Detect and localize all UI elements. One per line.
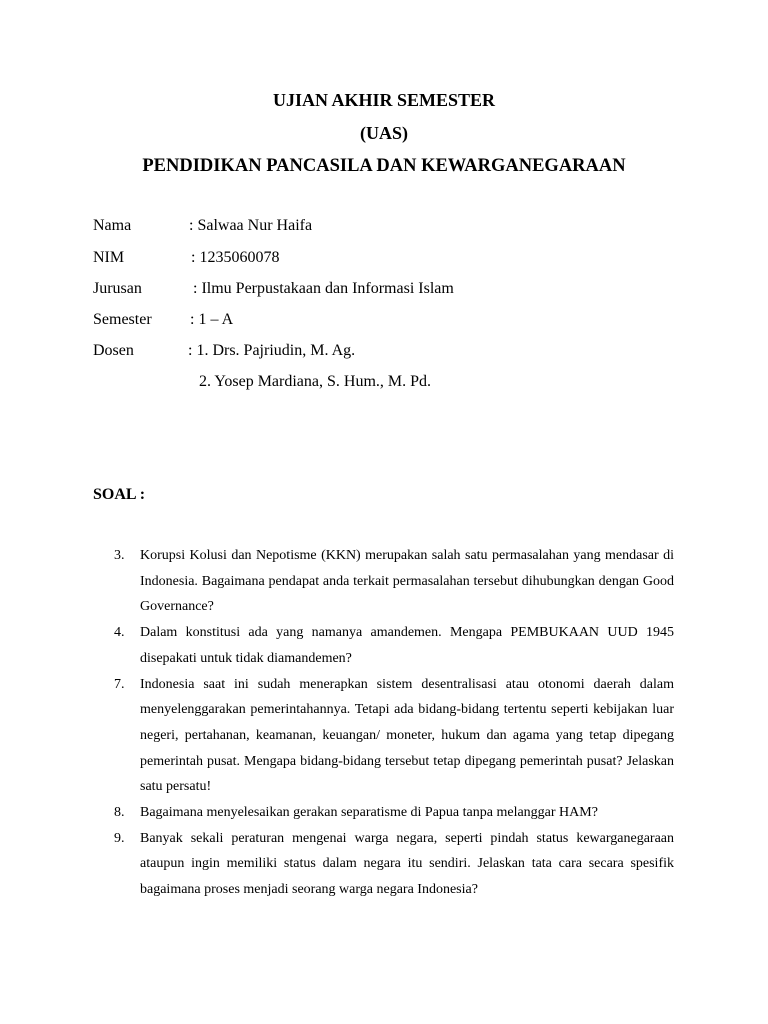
- question-text: Indonesia saat ini sudah menerapkan sistem desentralisasi atau otonomi daerah dalam menyelenggarakan pemerintahannya. Tetapi ada bidang-bidang tertentu seperti kebijakan luar negeri, pertahanan, keamanan, keuangan/ moneter, hukum dan agama yang tetap dipegang pemerintah pusat. Mengapa bidang-bidang tersebut tetap dipegang pemerintah pusat? Jelaskan satu persatu!: [140, 676, 674, 795]
- question-number: 9.: [114, 830, 125, 846]
- lecturer-label: Dosen: [93, 342, 134, 359]
- major-label: Jurusan: [93, 280, 142, 297]
- question-text: Dalam konstitusi ada yang namanya amandemen. Mengapa PEMBUKAAN UUD 1945 disepakati untuk tidak diamandemen?: [140, 625, 674, 666]
- question-item: [114, 800, 674, 826]
- question-item: [114, 672, 674, 801]
- exam-abbreviation: (UAS): [360, 123, 408, 143]
- nim-label: NIM: [93, 249, 125, 266]
- exam-title: UJIAN AKHIR SEMESTER: [272, 90, 496, 110]
- question-number: 3.: [114, 548, 125, 563]
- question-text: Korupsi Kolusi dan Nepotisme (KKN) merupakan salah satu permasalahan yang mendasar di Indonesia. Bagaimana pendapat anda terkait permasalahan tersebut dihubungkan dengan Good Governance?: [140, 548, 674, 615]
- name-label: Nama: [93, 217, 132, 234]
- name-value: : Salwaa Nur Haifa: [189, 217, 313, 234]
- question-text: Banyak sekali peraturan mengenai warga negara, seperti pindah status kewarganegaraan ataupun ingin memiliki status dalam negara itu sendiri. Jelaskan tata cara secara spesifik bagaimana proses menjadi seorang warga negara Indonesia?: [140, 830, 674, 898]
- lecturer-value-1: : 1. Drs. Pajriudin, M. Ag.: [188, 342, 356, 359]
- nim-value: : 1235060078: [191, 249, 280, 266]
- lecturer-value-2: 2. Yosep Mardiana, S. Hum., M. Pd.: [199, 373, 432, 390]
- semester-value: : 1 – A: [190, 311, 234, 328]
- course-title: PENDIDIKAN PANCASILA DAN KEWARGANEGARAAN: [142, 156, 626, 176]
- question-item: [114, 826, 674, 903]
- question-item: [114, 620, 674, 671]
- question-number: 4.: [114, 625, 125, 641]
- question-number: 8.: [114, 805, 125, 821]
- semester-label: Semester: [93, 311, 152, 328]
- question-item: [114, 543, 674, 620]
- question-text: Bagaimana menyelesaikan gerakan separatisme di Papua tanpa melanggar HAM?: [140, 805, 598, 821]
- major-value: : Ilmu Perpustakaan dan Informasi Islam: [193, 280, 454, 297]
- question-number: 7.: [114, 676, 125, 692]
- question-list: [114, 543, 674, 903]
- soal-heading: SOAL :: [93, 486, 146, 503]
